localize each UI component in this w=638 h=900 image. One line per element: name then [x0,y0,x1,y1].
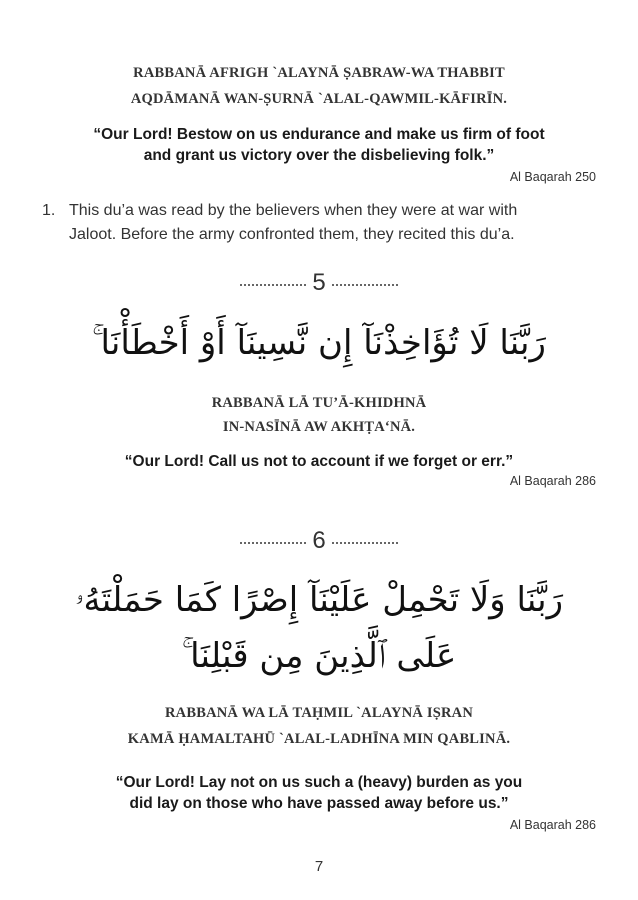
reference-6: Al Baqarah 286 [509,818,596,832]
dotted-rule [332,284,398,286]
arabic-verse-6 [30,572,608,684]
footnote-line: Jaloot. Before the army confronted them, they recited this du’a. [69,226,515,243]
translation-6 [40,772,598,814]
section-number: 5 [312,269,326,296]
dotted-rule [332,542,398,544]
transliteration-line: RABBANĀ LĀ TU’Ā-KHIDHNĀ [211,395,427,411]
section-divider-6 [0,527,638,557]
footnote-number: 1. [42,202,56,219]
section-divider-5 [0,269,638,299]
transliteration-line: RABBANĀ AFRIGH `ALAYNĀ ṢABRAW-WA THABBIT [133,65,505,81]
transliteration-top [40,62,598,110]
reference-top: Al Baqarah 250 [509,170,596,184]
translation-line: did lay on those who have passed away before us.” [129,795,509,812]
footnote [42,199,598,247]
translation-5: “Our Lord! Call us not to account if we forget or err.” [124,453,514,470]
transliteration-line: KAMĀ ḤAMALTAHŪ `ALAL-LADHĪNA MIN QABLINĀ. [127,731,511,747]
translation-line: “Our Lord! Bestow on us endurance and make us firm of foot [93,126,545,143]
translation-line: “Our Lord! Lay not on us such a (heavy) burden as you [115,774,523,791]
dotted-rule [240,284,306,286]
transliteration-6 [40,702,598,750]
footnote-line: This du’a was read by the believers when they were at war with [69,202,518,219]
transliteration-line: RABBANĀ WA LĀ TAḤMIL `ALAYNĀ IṢRAN [164,705,473,721]
translation-line: and grant us victory over the disbelieving folk.” [143,147,495,164]
transliteration-5 [40,392,598,438]
arabic-verse-5: رَبَّنَا لَا تُؤَاخِذْنَآ إِن نَّسِينَآ أَوْ أَخْطَأْنَا ۚ [92,323,546,363]
section-number: 6 [312,527,326,554]
reference-5: Al Baqarah 286 [509,474,596,488]
transliteration-line: IN-NASĪNĀ AW AKHṬA‘NĀ. [222,419,416,435]
transliteration-line: AQDĀMANĀ WAN-ṢURNĀ `ALAL-QAWMIL-KĀFIRĪN. [130,91,508,107]
page-number: 7 [314,858,324,875]
dotted-rule [240,542,306,544]
arabic-line: رَبَّنَا وَلَا تَحْمِلْ عَلَيْنَآ إِصْرًا كَمَا حَمَلْتَهُۥ [74,580,564,620]
translation-top [40,124,598,166]
arabic-line: عَلَى ٱلَّذِينَ مِن قَبْلِنَا ۚ [181,636,457,676]
